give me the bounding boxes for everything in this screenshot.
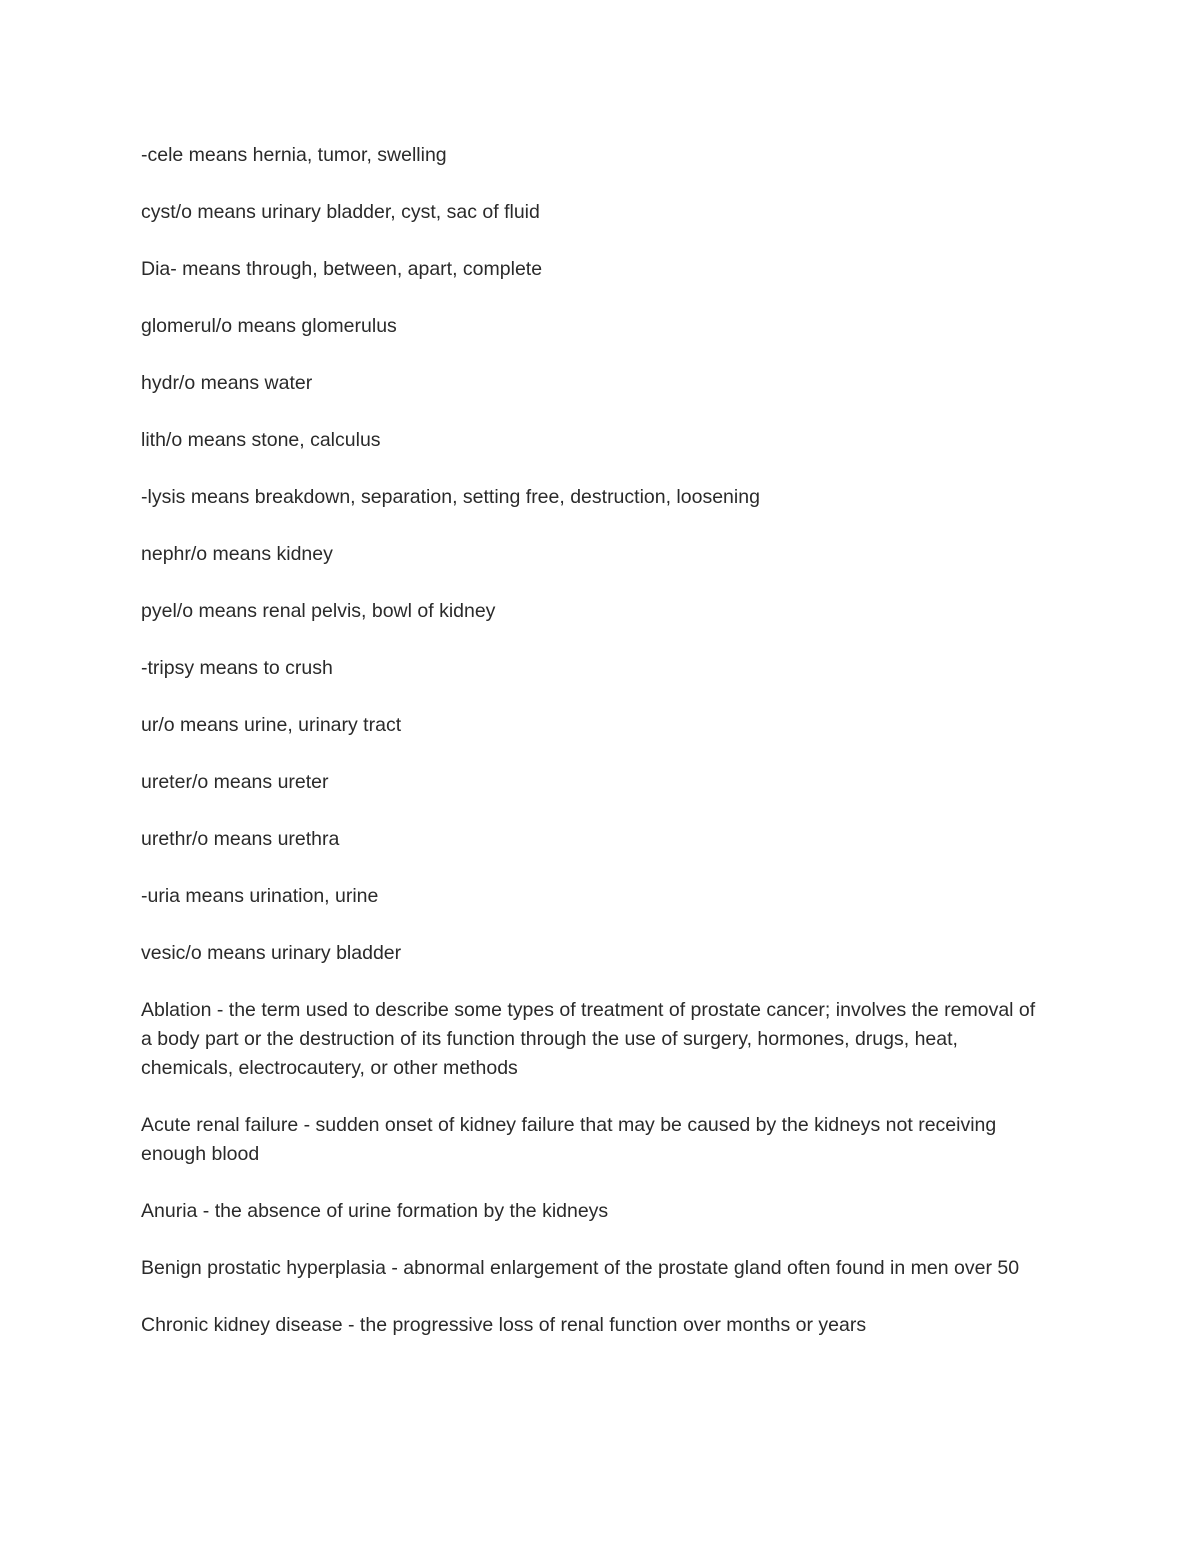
term-lysis: -lysis means breakdown, separation, setting free, destruction, loosening bbox=[141, 486, 760, 508]
term-hydr-o: hydr/o means water bbox=[141, 372, 313, 394]
term-urethr-o: urethr/o means urethra bbox=[141, 828, 340, 850]
term-dia: Dia- means through, between, apart, complete bbox=[141, 258, 543, 280]
term-vesic-o: vesic/o means urinary bladder bbox=[141, 942, 402, 964]
term-ureter-o: ureter/o means ureter bbox=[141, 771, 329, 793]
document-page bbox=[141, 141, 1051, 1368]
definition-ablation: Ablation - the term used to describe some types of treatment of prostate cancer; involves the removal of a body part or the destruction of its function through the use of surgery, hormones, drugs, heat, chemicals, electrocautery, or other methods bbox=[141, 999, 1036, 1079]
term-nephr-o: nephr/o means kidney bbox=[141, 543, 333, 565]
definition-anuria: Anuria - the absence of urine formation by the kidneys bbox=[141, 1200, 609, 1222]
term-uria: -uria means urination, urine bbox=[141, 885, 379, 907]
term-ur-o: ur/o means urine, urinary tract bbox=[141, 714, 402, 736]
term-pyel-o: pyel/o means renal pelvis, bowl of kidney bbox=[141, 600, 496, 622]
term-cele: -cele means hernia, tumor, swelling bbox=[141, 144, 447, 166]
definition-benign-prostatic-hyperplasia: Benign prostatic hyperplasia - abnormal enlargement of the prostate gland often found in men over 50 bbox=[141, 1257, 1020, 1279]
definition-chronic-kidney-disease: Chronic kidney disease - the progressive loss of renal function over months or years bbox=[141, 1314, 867, 1336]
term-lith-o: lith/o means stone, calculus bbox=[141, 429, 381, 451]
term-cyst-o: cyst/o means urinary bladder, cyst, sac of fluid bbox=[141, 201, 540, 223]
term-tripsy: -tripsy means to crush bbox=[141, 657, 333, 679]
term-glomerul-o: glomerul/o means glomerulus bbox=[141, 315, 397, 337]
definition-acute-renal-failure: Acute renal failure - sudden onset of kidney failure that may be caused by the kidneys not receiving enough blood bbox=[141, 1114, 997, 1165]
